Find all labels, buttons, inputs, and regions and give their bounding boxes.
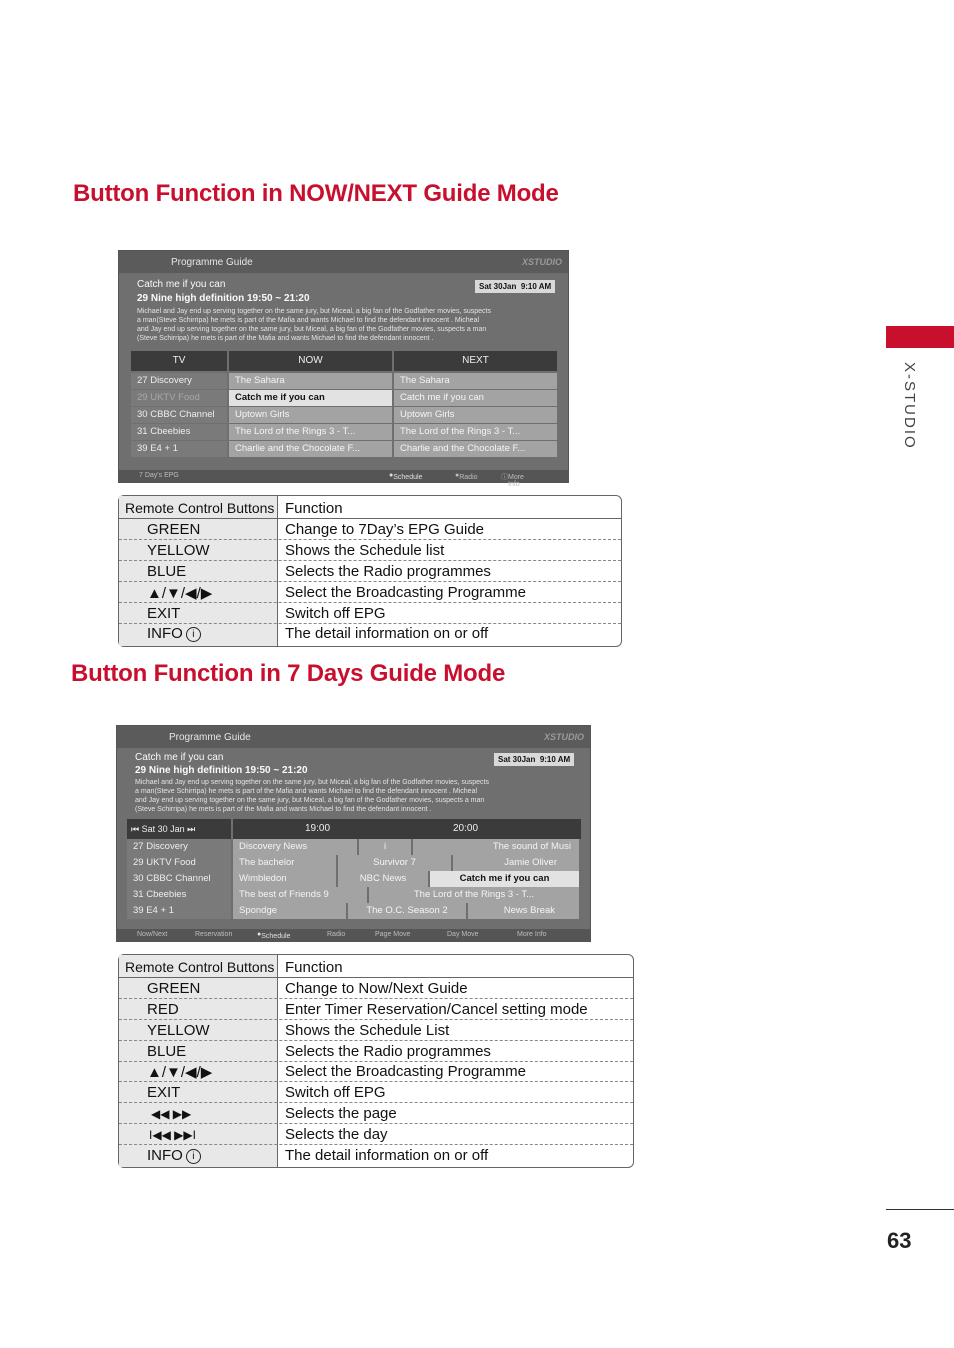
button-name: GREEN xyxy=(147,980,201,997)
table-row xyxy=(119,582,621,603)
synopsis-line: Michael and Jay end up serving together on the same jury, but Miceal, a big fan of the Godfather movies, suspects xyxy=(137,308,491,315)
programme-channel-time: 29 Nine high definition 19:50 ~ 21:20 xyxy=(135,765,308,776)
table-row xyxy=(119,603,621,624)
programme-cell[interactable]: NBC News xyxy=(338,871,428,887)
page-number-rule xyxy=(886,1209,954,1210)
programme-cell[interactable]: Uptown Girls xyxy=(229,407,392,423)
table-row xyxy=(119,540,621,561)
button-name: BLUE xyxy=(147,563,187,580)
date-time-box xyxy=(494,753,574,766)
info-hint: More Info xyxy=(517,931,547,938)
schedule-hint: ● Schedule xyxy=(257,931,291,940)
programme-cell[interactable]: News Break xyxy=(468,903,579,919)
table-row xyxy=(119,1020,633,1041)
section-tab-marker xyxy=(886,326,954,348)
button-function: Select the Broadcasting Programme xyxy=(285,584,526,601)
timeline-time-2: 20:00 xyxy=(453,823,479,834)
synopsis-line: a man(Steve Schirripa) he mets is part of the Mafia and wants Michael to find the defendant innocent . Micheal xyxy=(135,788,478,795)
programme-cell-selected[interactable]: Catch me if you can xyxy=(430,871,579,887)
synopsis-line: (Steve Schirripa) he mets is part of the Mafia and wants Michael to find the defendant innocent . xyxy=(135,806,432,813)
programme-cell[interactable]: Survivor 7 xyxy=(338,855,451,871)
programme-cell[interactable]: The Lord of the Rings 3 - T... xyxy=(369,887,579,903)
programme-synopsis xyxy=(137,307,557,343)
section-title-now-next: Button Function in NOW/NEXT Guide Mode xyxy=(73,180,559,207)
column-header-tv: TV xyxy=(131,351,227,371)
info-hint: ⓘ More Info xyxy=(501,474,524,488)
timeline-header xyxy=(233,819,581,839)
time-label: 9:10 AM xyxy=(539,755,571,764)
programme-cell[interactable]: Charlie and the Chocolate F... xyxy=(394,441,557,457)
seven-day-button-table xyxy=(118,954,634,1168)
xstudio-logo: XSTUDIO xyxy=(521,257,562,267)
section-title-7-days: Button Function in 7 Days Guide Mode xyxy=(71,660,506,687)
programme-name: Catch me if you can xyxy=(135,752,224,763)
table-header-row xyxy=(119,957,633,978)
info-icon: i xyxy=(186,1149,201,1164)
date-label: Sat 30Jan xyxy=(479,282,517,291)
programme-cell[interactable]: The Sahara xyxy=(394,373,557,389)
programme-cell[interactable]: Discovery News xyxy=(233,839,357,855)
button-function: Shows the Schedule list xyxy=(285,542,445,559)
programme-cell[interactable]: Jamie Oliver xyxy=(453,855,579,871)
guide-title: Programme Guide xyxy=(171,257,253,268)
programme-cell[interactable]: The O.C. Season 2 xyxy=(348,903,466,919)
date-time-box xyxy=(475,280,555,293)
synopsis-line: and Jay end up serving together on the same jury, but Miceal, a big fan of the Godfather movies, suspects a man xyxy=(135,797,485,804)
programme-cell[interactable]: The Lord of the Rings 3 - T... xyxy=(229,424,392,440)
now-next-button-table xyxy=(118,495,622,647)
synopsis-line: and Jay end up serving together on the same jury, but Miceal, a big fan of the Godfather movies, suspects a man xyxy=(137,326,487,333)
nownext-hint: Now/Next xyxy=(137,931,168,938)
table-row xyxy=(119,978,633,999)
info-icon: i xyxy=(186,627,201,642)
xstudio-logo: XSTUDIO xyxy=(543,732,584,742)
guide-title-bar xyxy=(117,726,590,748)
channel-cell[interactable]: 39 E4 + 1 xyxy=(131,441,227,457)
button-name: ▲/▼/◀/▶ xyxy=(147,1064,213,1081)
programme-channel-time: 29 Nine high definition 19:50 ~ 21:20 xyxy=(137,293,310,304)
channel-cell[interactable]: 30 CBBC Channel xyxy=(127,871,231,887)
button-function: Change to 7Day’s EPG Guide xyxy=(285,521,485,538)
schedule-hint: ● Schedule xyxy=(389,472,423,481)
info-hint-label: More Info xyxy=(508,474,524,488)
guide-title-bar xyxy=(119,251,568,273)
date-navigator[interactable]: ⏮ Sat 30 Jan ⏭ xyxy=(127,819,231,839)
table-header-row xyxy=(119,498,621,519)
radio-hint-label: Radio xyxy=(459,474,478,481)
programme-cell[interactable]: Wimbledon xyxy=(233,871,336,887)
button-name: EXIT xyxy=(147,605,181,622)
channel-cell[interactable]: 29 UKTV Food xyxy=(131,390,227,406)
programme-cell[interactable]: Spondge xyxy=(233,903,346,919)
page-move-hint: Page Move xyxy=(375,931,411,938)
programme-cell[interactable]: i xyxy=(359,839,411,855)
epg-hint: 7 Day's EPG xyxy=(139,472,179,479)
button-function: Change to Now/Next Guide xyxy=(285,980,468,997)
button-name: GREEN xyxy=(147,521,201,538)
time-label: 9:10 AM xyxy=(520,282,552,291)
date-label: Sat 30Jan xyxy=(498,755,536,764)
programme-cell[interactable]: The Lord of the Rings 3 - T... xyxy=(394,424,557,440)
button-function: Shows the Schedule List xyxy=(285,1022,450,1039)
table-row xyxy=(119,1145,633,1165)
synopsis-line: (Steve Schirripa) he mets is part of the Mafia and wants Michael to find the defendant innocent . xyxy=(137,335,434,342)
now-next-guide-screenshot xyxy=(118,250,569,488)
button-function: Selects the page xyxy=(285,1105,397,1122)
button-function: The detail information on or off xyxy=(285,625,489,642)
table-row xyxy=(119,519,621,540)
section-side-label: X-STUDIO xyxy=(901,362,918,450)
button-name: YELLOW xyxy=(147,1022,210,1039)
header-function: Function xyxy=(285,500,343,517)
button-name xyxy=(147,1147,201,1164)
programme-cell[interactable]: The bachelor xyxy=(233,855,336,871)
table-row xyxy=(119,1103,633,1124)
button-function: Switch off EPG xyxy=(285,1084,386,1101)
nav-date-label: Sat 30 Jan xyxy=(141,824,185,834)
guide-bottom-bar xyxy=(119,470,568,488)
button-function: Selects the Radio programmes xyxy=(285,1043,491,1060)
channel-cell[interactable]: 31 Cbeebies xyxy=(127,887,231,903)
header-function: Function xyxy=(285,959,343,976)
seven-day-guide-screenshot xyxy=(116,725,591,942)
channel-cell[interactable]: 27 Discovery xyxy=(127,839,231,855)
programme-cell[interactable]: Catch me if you can xyxy=(394,390,557,406)
table-row xyxy=(119,1082,633,1103)
programme-cell[interactable]: Uptown Girls xyxy=(394,407,557,423)
channel-cell[interactable]: 27 Discovery xyxy=(131,373,227,389)
radio-hint: ● Radio xyxy=(455,472,478,481)
programme-cell[interactable]: Charlie and the Chocolate F... xyxy=(229,441,392,457)
button-function: Selects the Radio programmes xyxy=(285,563,491,580)
button-function: Enter Timer Reservation/Cancel setting mode xyxy=(285,1001,588,1018)
button-name: EXIT xyxy=(147,1084,181,1101)
header-buttons: Remote Control Buttons xyxy=(125,500,275,516)
page-number: 63 xyxy=(887,1228,912,1253)
button-function: Switch off EPG xyxy=(285,605,386,622)
table-row xyxy=(119,623,621,643)
table-row xyxy=(119,1061,633,1082)
table-row xyxy=(119,561,621,582)
schedule-hint-label: Schedule xyxy=(261,933,291,940)
guide-title: Programme Guide xyxy=(169,732,251,743)
channel-cell[interactable]: 39 E4 + 1 xyxy=(127,903,231,919)
synopsis-line: Michael and Jay end up serving together on the same jury, but Miceal, a big fan of the Godfather movies, suspects xyxy=(135,779,489,786)
button-function: Select the Broadcasting Programme xyxy=(285,1063,526,1080)
column-header-now: NOW xyxy=(229,351,392,371)
button-name: YELLOW xyxy=(147,542,210,559)
reservation-hint: Reservation xyxy=(195,931,233,938)
button-function: The detail information on or off xyxy=(285,1147,489,1164)
info-button-label: INFO xyxy=(147,625,183,642)
programme-cell[interactable]: The sound of Musi xyxy=(413,839,579,855)
schedule-hint-label: Schedule xyxy=(393,474,423,481)
channel-cell[interactable]: 29 UKTV Food xyxy=(127,855,231,871)
button-name: ▲/▼/◀/▶ xyxy=(147,585,213,602)
info-button-label: INFO xyxy=(147,1147,183,1164)
table-row xyxy=(119,1041,633,1062)
table-row xyxy=(119,999,633,1020)
button-name: BLUE xyxy=(147,1043,187,1060)
synopsis-line: a man(Steve Schirripa) he mets is part of the Mafia and wants Michael to find the defendant innocent . Micheal xyxy=(137,317,480,324)
button-name xyxy=(147,625,201,642)
programme-cell[interactable]: The Sahara xyxy=(229,373,392,389)
button-function: Selects the day xyxy=(285,1126,388,1143)
guide-bottom-bar xyxy=(117,929,590,941)
page-buttons-icon: ◀◀ ▶▶ xyxy=(151,1107,192,1121)
channel-cell[interactable]: 31 Cbeebies xyxy=(131,424,227,440)
table-row xyxy=(119,1124,633,1145)
day-move-hint: Day Move xyxy=(447,931,479,938)
radio-hint: Radio xyxy=(327,931,346,938)
programme-name: Catch me if you can xyxy=(137,279,226,290)
programme-cell-selected[interactable]: Catch me if you can xyxy=(229,390,392,406)
channel-cell[interactable]: 30 CBBC Channel xyxy=(131,407,227,423)
programme-synopsis xyxy=(135,778,585,814)
programme-cell[interactable]: The best of Friends 9 xyxy=(233,887,367,903)
header-buttons: Remote Control Buttons xyxy=(125,959,275,975)
timeline-time-1: 19:00 xyxy=(305,823,331,834)
button-name: RED xyxy=(147,1001,179,1018)
column-header-next: NEXT xyxy=(394,351,557,371)
day-buttons-icon: I◀◀ ▶▶I xyxy=(149,1128,196,1142)
